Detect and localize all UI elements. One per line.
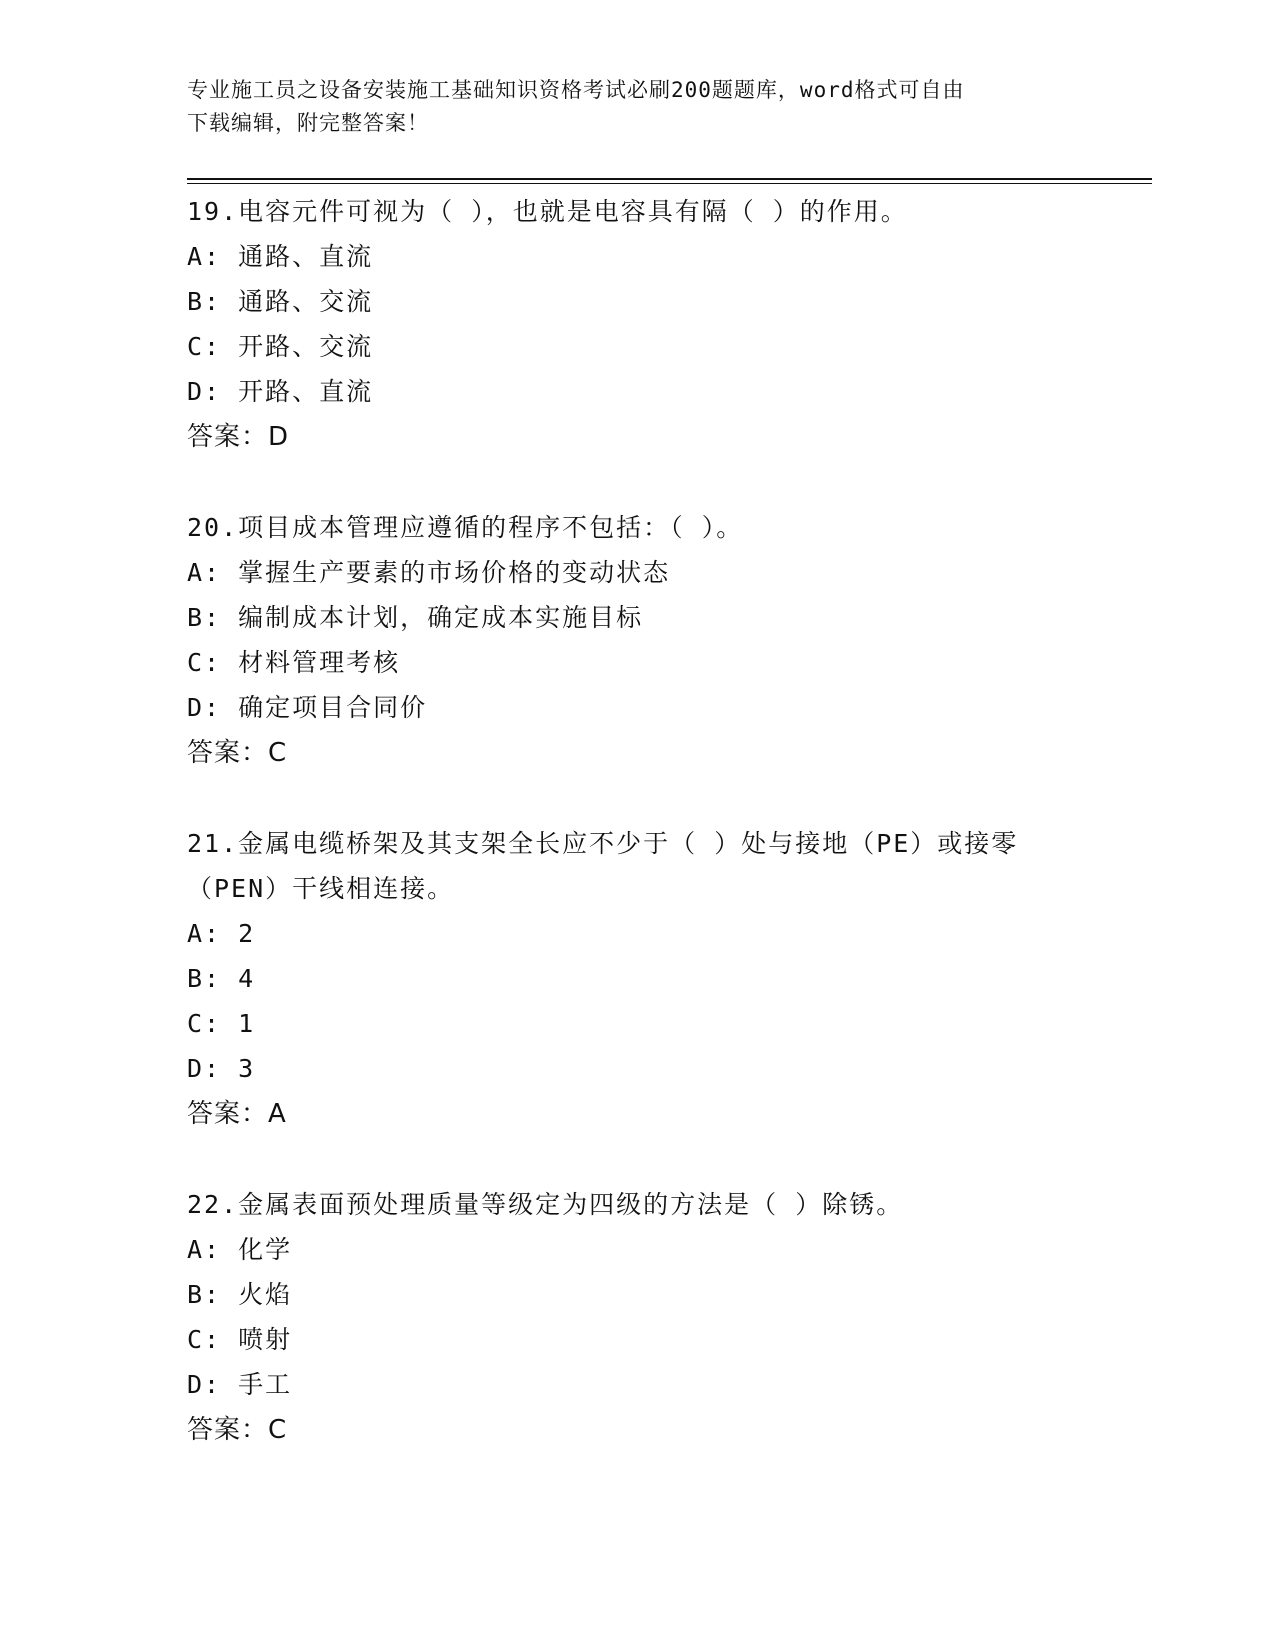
question-stem: 20.项目成本管理应遵循的程序不包括：（ ）。 bbox=[187, 513, 744, 542]
option-key: D: bbox=[187, 377, 222, 406]
option-a bbox=[187, 550, 1087, 595]
option-key: B: bbox=[187, 964, 222, 993]
question-21 bbox=[187, 821, 1087, 1137]
option-key: A: bbox=[187, 919, 222, 948]
option-text: 3 bbox=[238, 1054, 256, 1083]
option-key: C: bbox=[187, 1009, 222, 1038]
option-a bbox=[187, 911, 1087, 956]
option-text: 确定项目合同价 bbox=[238, 693, 428, 722]
spacer bbox=[187, 1137, 1087, 1182]
question-19 bbox=[187, 189, 1087, 460]
spacer bbox=[187, 776, 1087, 821]
option-key: C: bbox=[187, 648, 222, 677]
option-text: 开路、交流 bbox=[238, 332, 374, 361]
option-c bbox=[187, 1317, 1087, 1362]
option-text: 通路、交流 bbox=[238, 287, 374, 316]
option-b bbox=[187, 595, 1087, 640]
option-c bbox=[187, 640, 1087, 685]
option-key: D: bbox=[187, 1054, 222, 1083]
option-key: B: bbox=[187, 603, 222, 632]
option-text: 2 bbox=[238, 919, 256, 948]
option-text: 化学 bbox=[238, 1235, 293, 1264]
question-22 bbox=[187, 1182, 1087, 1453]
option-key: C: bbox=[187, 332, 222, 361]
answer-line: 答案：D bbox=[187, 422, 290, 452]
option-text: 材料管理考核 bbox=[238, 648, 401, 677]
option-text: 编制成本计划，确定成本实施目标 bbox=[238, 603, 644, 632]
option-d bbox=[187, 369, 1087, 414]
header-line-1: 专业施工员之设备安装施工基础知识资格考试必刷200题题库，word格式可自由 bbox=[187, 78, 965, 102]
option-b bbox=[187, 1272, 1087, 1317]
option-text: 掌握生产要素的市场价格的变动状态 bbox=[238, 558, 671, 587]
question-list bbox=[187, 189, 1087, 1453]
answer-line: 答案：A bbox=[187, 1099, 287, 1129]
option-d bbox=[187, 1046, 1087, 1091]
question-stem: 22.金属表面预处理质量等级定为四级的方法是（ ）除锈。 bbox=[187, 1190, 904, 1219]
option-c bbox=[187, 324, 1087, 369]
header-divider-thick bbox=[187, 178, 1152, 180]
question-stem: 19.电容元件可视为（ ），也就是电容具有隔（ ）的作用。 bbox=[187, 197, 908, 226]
option-text: 开路、直流 bbox=[238, 377, 374, 406]
option-text: 火焰 bbox=[238, 1280, 293, 1309]
option-text: 通路、直流 bbox=[238, 242, 374, 271]
option-key: A: bbox=[187, 558, 222, 587]
option-text: 手工 bbox=[238, 1370, 293, 1399]
option-key: D: bbox=[187, 1370, 222, 1399]
header-line-2: 下载编辑，附完整答案！ bbox=[187, 111, 429, 135]
option-text: 1 bbox=[238, 1009, 256, 1038]
option-key: C: bbox=[187, 1325, 222, 1354]
answer-line: 答案：C bbox=[187, 1415, 288, 1445]
option-text: 4 bbox=[238, 964, 256, 993]
question-stem-continued: （PEN）干线相连接。 bbox=[187, 874, 455, 903]
document-header bbox=[187, 74, 1067, 140]
option-key: D: bbox=[187, 693, 222, 722]
option-key: A: bbox=[187, 242, 222, 271]
option-c bbox=[187, 1001, 1087, 1046]
option-key: B: bbox=[187, 1280, 222, 1309]
answer-line: 答案：C bbox=[187, 738, 288, 768]
option-key: B: bbox=[187, 287, 222, 316]
option-key: A: bbox=[187, 1235, 222, 1264]
option-b bbox=[187, 956, 1087, 1001]
header-divider-thin bbox=[187, 183, 1152, 184]
option-b bbox=[187, 279, 1087, 324]
option-a bbox=[187, 234, 1087, 279]
option-d bbox=[187, 1362, 1087, 1407]
question-20 bbox=[187, 505, 1087, 776]
option-text: 喷射 bbox=[238, 1325, 293, 1354]
question-stem: 21.金属电缆桥架及其支架全长应不少于（ ）处与接地（PE）或接零 bbox=[187, 829, 1019, 858]
option-a bbox=[187, 1227, 1087, 1272]
spacer bbox=[187, 460, 1087, 505]
option-d bbox=[187, 685, 1087, 730]
